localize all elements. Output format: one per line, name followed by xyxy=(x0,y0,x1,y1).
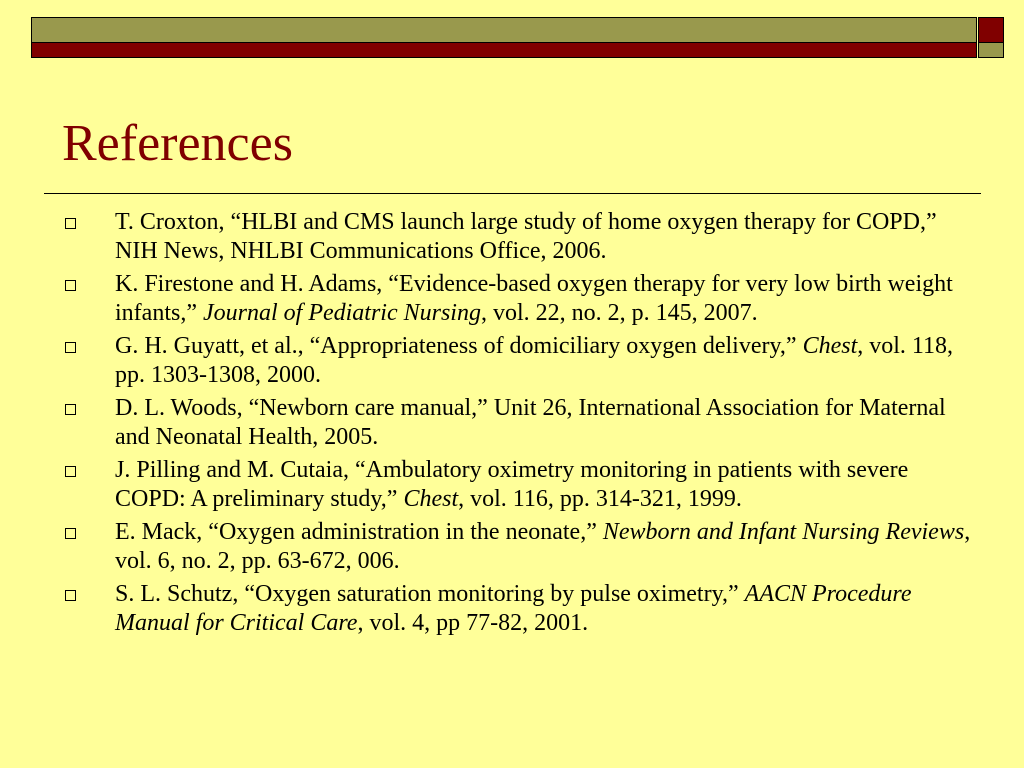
reference-source-title: Journal of Pediatric Nursing xyxy=(202,300,481,326)
title-divider xyxy=(44,193,981,194)
hollow-square-icon xyxy=(65,590,76,601)
reference-item xyxy=(62,456,982,514)
reference-item xyxy=(62,394,982,452)
hollow-square-icon xyxy=(65,466,76,477)
reference-text xyxy=(115,270,982,328)
reference-list xyxy=(62,208,982,642)
reference-item xyxy=(62,208,982,266)
reference-item xyxy=(62,270,982,328)
reference-segment: , vol. 6, no. 2, pp. 63-672, 006. xyxy=(115,519,971,574)
reference-segment: T. Croxton, “HLBI and CMS launch large study of home oxygen therapy for COPD,” NIH News, NHLBI Communications Office, 2006. xyxy=(115,209,937,264)
reference-text xyxy=(115,580,982,638)
hollow-square-icon xyxy=(65,218,76,229)
reference-item xyxy=(62,580,982,638)
reference-source-title: Chest xyxy=(802,333,858,359)
hollow-square-icon xyxy=(65,528,76,539)
reference-segment: K. Firestone and H. Adams, “Evidence-based oxygen therapy for very low birth weight infants,” xyxy=(115,271,953,326)
header-square-olive xyxy=(978,42,1004,58)
header-square-maroon xyxy=(978,17,1004,43)
reference-source-title: AACN Procedure Manual for Critical Care xyxy=(115,581,912,636)
reference-source-title: Newborn and Infant Nursing Reviews xyxy=(602,519,965,545)
reference-segment: , vol. 22, no. 2, p. 145, 2007. xyxy=(480,300,758,326)
header-band-maroon xyxy=(31,42,977,58)
reference-text xyxy=(115,332,982,390)
reference-item xyxy=(62,518,982,576)
hollow-square-icon xyxy=(65,280,76,291)
hollow-square-icon xyxy=(65,342,76,353)
reference-segment: , vol. 116, pp. 314-321, 1999. xyxy=(458,486,742,512)
reference-segment: E. Mack, “Oxygen administration in the neonate,” xyxy=(115,519,603,545)
reference-text xyxy=(115,518,982,576)
reference-segment: J. Pilling and M. Cutaia, “Ambulatory oximetry monitoring in patients with severe COPD: A preliminary study,” xyxy=(115,457,909,512)
reference-segment: G. H. Guyatt, et al., “Appropriateness of domiciliary oxygen delivery,” xyxy=(115,333,803,359)
reference-segment: D. L. Woods, “Newborn care manual,” Unit 26, International Association for Maternal and Neonatal Health, 2005. xyxy=(115,395,946,450)
reference-text xyxy=(115,456,982,514)
reference-item xyxy=(62,332,982,390)
reference-text xyxy=(115,208,982,266)
reference-segment: S. L. Schutz, “Oxygen saturation monitoring by pulse oximetry,” xyxy=(115,581,745,607)
reference-text xyxy=(115,394,982,452)
header-band-olive xyxy=(31,17,977,43)
reference-segment: , vol. 118, pp. 1303-1308, 2000. xyxy=(115,333,954,388)
reference-source-title: Chest xyxy=(403,486,459,512)
reference-segment: , vol. 4, pp 77-82, 2001. xyxy=(357,610,589,636)
slide-title: References xyxy=(62,115,293,172)
hollow-square-icon xyxy=(65,404,76,415)
